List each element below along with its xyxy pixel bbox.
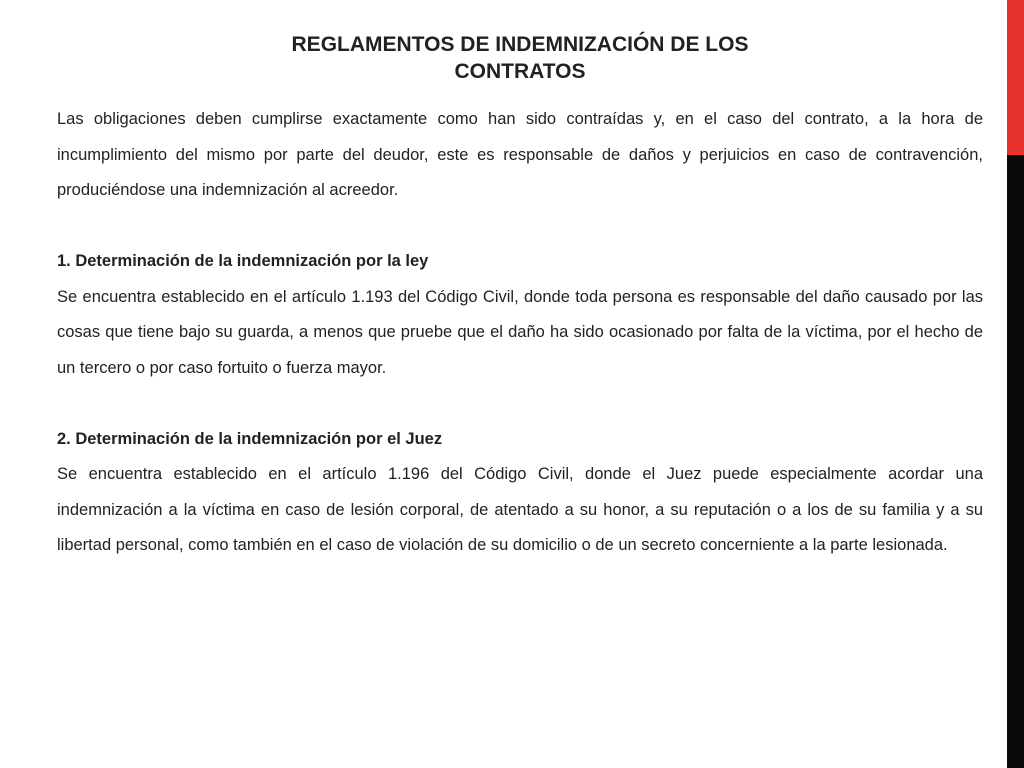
section-1-heading: 1. Determinación de la indemnización por la ley	[57, 252, 429, 270]
paragraph-gap	[57, 386, 983, 422]
paragraph-gap	[57, 209, 983, 245]
section-1-body: Se encuentra establecido en el artículo 1.193 del Código Civil, donde toda persona es responsable del daño causado por las cosas que tiene bajo su guarda, a menos que pruebe que el daño ha sido ocasionado por falta de la víctima, por el hecho de un tercero o por caso fortuito o fuerza mayor.	[57, 287, 983, 377]
slide-content	[57, 102, 983, 564]
slide-title-line2: CONTRATOS	[454, 60, 586, 83]
slide-title-line1: REGLAMENTOS DE INDEMNIZACIÓN DE LOS	[291, 33, 749, 56]
section-2-body: Se encuentra establecido en el artículo 1.196 del Código Civil, donde el Juez puede especialmente acordar una indemnización a la víctima en caso de lesión corporal, de atentado a su honor, a su reputación o a los de su familia y a su libertad personal, como también en el caso de violación de su domicilio o de un secreto concerniente a la parte lesionada.	[57, 465, 983, 554]
slide-title	[120, 31, 920, 85]
accent-bar	[1007, 0, 1024, 768]
accent-bar-black	[1007, 155, 1024, 768]
intro-paragraph: Las obligaciones deben cumplirse exactamente como han sido contraídas y, en el caso del contrato, a la hora de incumplimiento del mismo por parte del deudor, este es responsable de daños y perjuicios en caso de contravención, produciéndose una indemnización al acreedor.	[57, 110, 983, 199]
section-2-heading: 2. Determinación de la indemnización por el Juez	[57, 429, 443, 448]
accent-bar-red	[1007, 0, 1024, 155]
